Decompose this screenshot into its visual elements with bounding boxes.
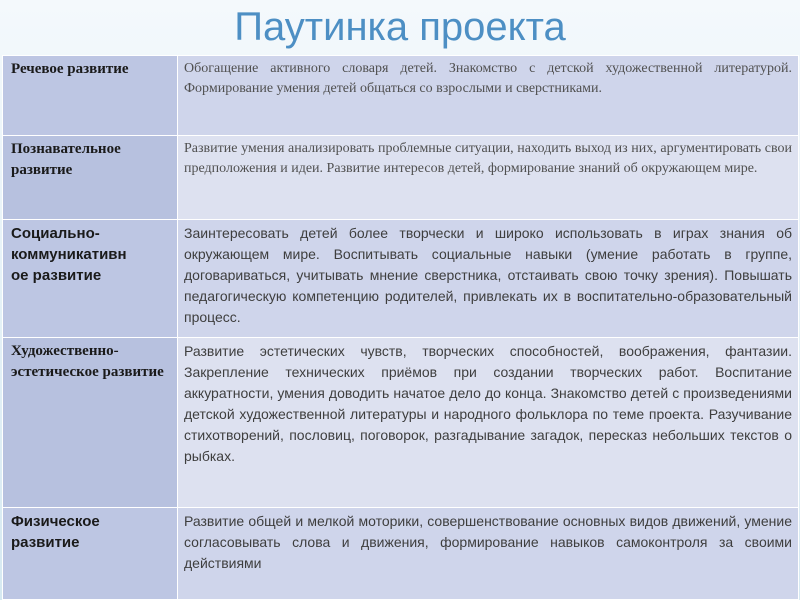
category-cognitive: Познавательное развитие [3,136,178,220]
category-social-part1: Социально- [11,225,100,242]
description-art: Развитие эстетических чувств, творческих способностей, воображения, фантазии. Закрепление технических приёмов при создании творческих работ. Воспитание аккуратности, умения доводить начатое дело до конца. Знакомство детей с произведениями детской художественной литературы и народного фольклора по теме проекта. Разучивание стихотворений, пословиц, поговорок, разгадывание загадок, пересказ небольших текстов о рыбках. [178,338,799,508]
category-social [3,220,178,338]
description-physical: Развитие общей и мелкой моторики, совершенствование основных видов движений, умение согласовывать слова и движения, формирование навыков самоконтроля за своими действиями [178,508,799,600]
table-row [3,220,799,338]
table-row [3,338,799,508]
category-speech: Речевое развитие [3,56,178,136]
table-row [3,508,799,600]
description-speech: Обогащение активного словаря детей. Знакомство с детской художественной литературой. Формирование умения детей общаться со взрослыми и сверстниками. [178,56,799,136]
page-title: Паутинка проекта [234,5,566,49]
description-cognitive: Развитие умения анализировать проблемные ситуации, находить выход из них, аргументировать свои предположения и идеи. Развитие интересов детей, формирование знаний об окружающем мире. [178,136,799,220]
category-art: Художественно-эстетическое развитие [3,338,178,508]
project-web-table [2,55,799,600]
category-social-part3: ое развитие [11,267,102,284]
table-row [3,56,799,136]
description-social: Заинтересовать детей более творчески и широко использовать в играх знания об окружающем мире. Воспитывать социальные навыки (умение работать в группе, договариваться, учитывать мнение сверстника, отстаивать свою точку зрения). Повышать педагогическую компетенцию родителей, привлекать их в воспитательно-образовательный процесс. [178,220,799,338]
table-row [3,136,799,220]
category-physical: Физическое развитие [3,508,178,600]
category-social-part2: коммуникативн [11,246,127,263]
